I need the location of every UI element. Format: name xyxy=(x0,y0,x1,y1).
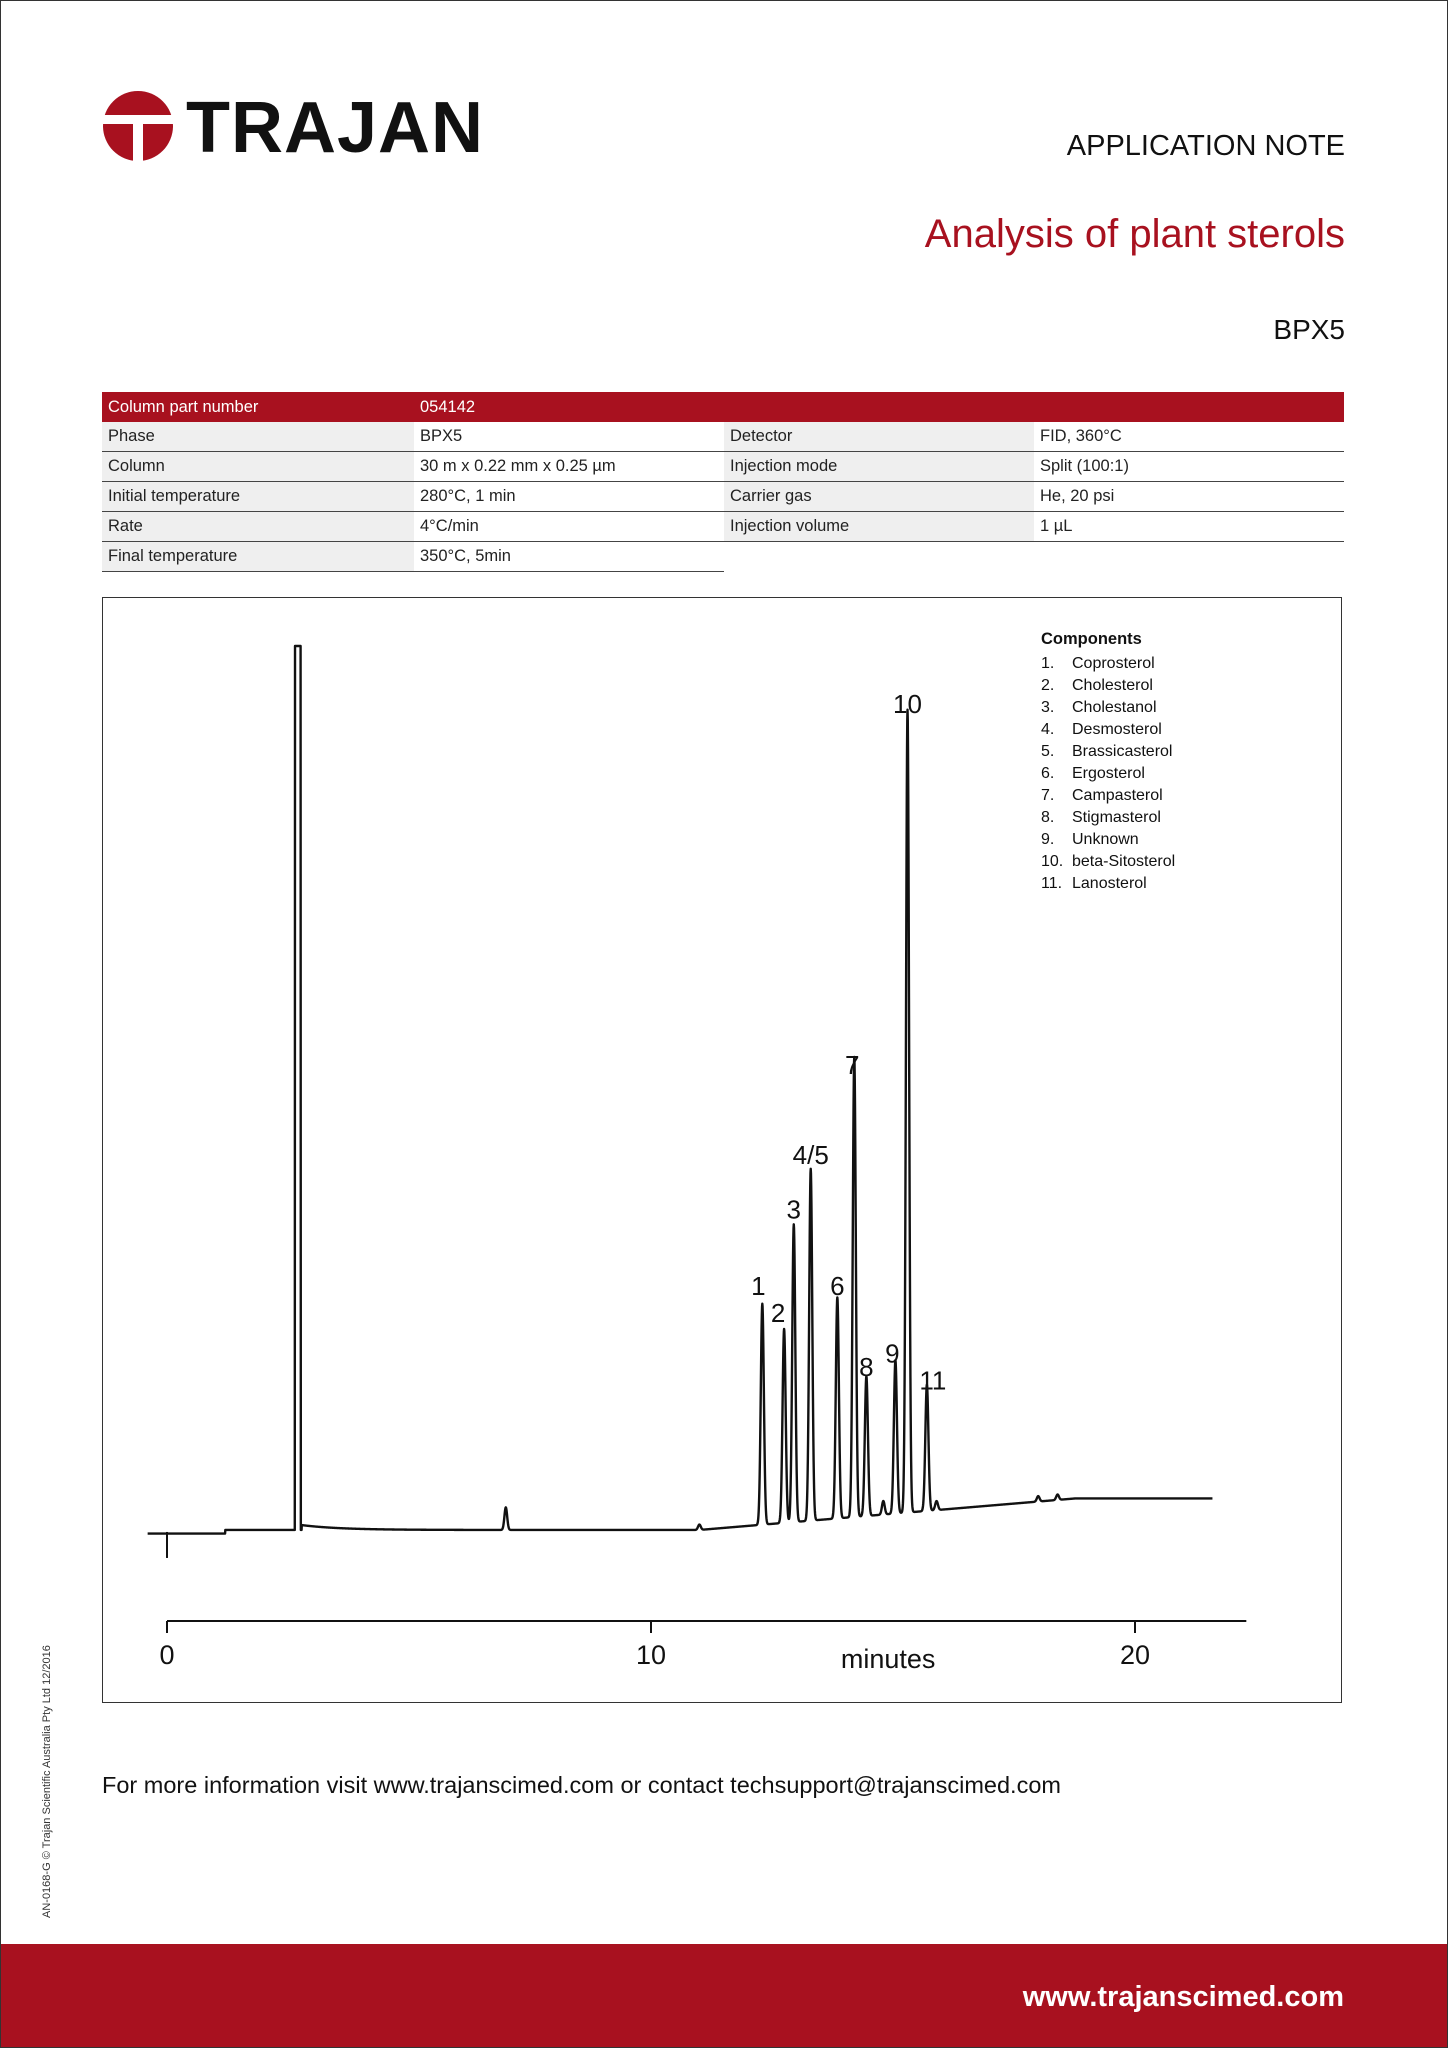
trajan-logo-mark-icon xyxy=(102,90,174,162)
legend-item-number: 1. xyxy=(1041,655,1055,672)
legend-item-name: beta-Sitosterol xyxy=(1072,853,1176,870)
legend-item xyxy=(1041,697,1175,719)
legend-item-number: 11. xyxy=(1041,875,1063,892)
x-axis-title: minutes xyxy=(840,1644,936,1674)
row-value: 30 m x 0.22 mm x 0.25 µm xyxy=(414,452,724,482)
document-code-note: AN-0168-G © Trajan Scientific Australia Pty Ltd 12/2016 xyxy=(41,1645,53,1918)
row-label: Initial temperature xyxy=(102,482,414,512)
peak-label: 1 xyxy=(751,1270,766,1301)
peak-label: 10 xyxy=(893,689,922,720)
legend-item-name: Cholesterol xyxy=(1072,677,1153,694)
part-number-label: Column part number xyxy=(102,392,414,422)
x-tick-label: 20 xyxy=(1119,1640,1151,1670)
legend-item xyxy=(1041,829,1175,851)
legend-item-number: 4. xyxy=(1041,721,1055,738)
row-label: Final temperature xyxy=(102,542,414,572)
table-row xyxy=(102,512,1344,542)
legend-item xyxy=(1041,741,1175,763)
row-label: Injection mode xyxy=(724,452,1034,482)
row-value: 1 µL xyxy=(1034,512,1344,542)
table-row xyxy=(102,422,1344,452)
table-row xyxy=(102,482,1344,512)
contact-line: For more information visit www.trajanscimed.com or contact techsupport@trajanscimed.com xyxy=(102,1772,1061,1798)
legend-item-number: 9. xyxy=(1041,831,1055,848)
table-row xyxy=(102,452,1344,482)
legend-item xyxy=(1041,851,1175,873)
legend-item xyxy=(1041,807,1175,829)
row-value: FID, 360°C xyxy=(1034,422,1344,452)
row-label: Detector xyxy=(724,422,1034,452)
components-legend xyxy=(1041,630,1175,895)
legend-item-name: Unknown xyxy=(1072,831,1139,848)
peak-label: 3 xyxy=(786,1194,802,1225)
page-title: Analysis of plant sterols xyxy=(924,212,1345,256)
legend-item-name: Brassicasterol xyxy=(1072,743,1173,760)
legend-item xyxy=(1041,763,1175,785)
trajan-logo xyxy=(102,86,485,176)
legend-item-number: 8. xyxy=(1041,809,1055,826)
legend-item-name: Coprosterol xyxy=(1072,655,1155,672)
part-number-value: 054142 xyxy=(414,392,1344,422)
x-tick-label: 0 xyxy=(159,1640,175,1670)
row-value: 4°C/min xyxy=(414,512,724,542)
legend-list xyxy=(1041,653,1175,895)
row-label: Rate xyxy=(102,512,414,542)
peak-label: 11 xyxy=(919,1365,947,1396)
table-header-row xyxy=(102,392,1344,422)
legend-item-number: 7. xyxy=(1041,787,1055,804)
legend-item-number: 6. xyxy=(1041,765,1055,782)
legend-item-number: 5. xyxy=(1041,743,1055,760)
x-tick-label: 10 xyxy=(635,1640,667,1670)
table-empty-cell xyxy=(724,542,1344,572)
row-label: Carrier gas xyxy=(724,482,1034,512)
legend-item xyxy=(1041,785,1175,807)
legend-item-name: Desmosterol xyxy=(1072,721,1162,738)
row-value: BPX5 xyxy=(414,422,724,452)
legend-item-name: Campasterol xyxy=(1072,787,1163,804)
footer-url: www.trajanscimed.com xyxy=(1022,1981,1344,2013)
legend-title: Components xyxy=(1041,630,1142,648)
brand-wordmark: TRAJAN xyxy=(186,88,485,168)
legend-item-number: 2. xyxy=(1041,677,1055,694)
method-conditions-table xyxy=(102,392,1344,572)
peak-label: 7 xyxy=(845,1049,860,1080)
document-type: APPLICATION NOTE xyxy=(1066,130,1345,162)
legend-item xyxy=(1041,653,1175,675)
peak-label: 6 xyxy=(830,1270,845,1301)
row-label: Column xyxy=(102,452,414,482)
legend-item xyxy=(1041,675,1175,697)
peak-label: 2 xyxy=(770,1298,786,1329)
row-value: Split (100:1) xyxy=(1034,452,1344,482)
legend-item xyxy=(1041,719,1175,741)
legend-item-name: Stigmasterol xyxy=(1072,809,1161,826)
legend-item-name: Cholestanol xyxy=(1072,699,1157,716)
row-value: 280°C, 1 min xyxy=(414,482,724,512)
peak-label: 9 xyxy=(885,1338,900,1369)
row-value: 350°C, 5min xyxy=(414,542,724,572)
legend-item-number: 3. xyxy=(1041,699,1055,716)
table-row xyxy=(102,542,1344,572)
legend-item xyxy=(1041,873,1175,895)
legend-item-name: Lanosterol xyxy=(1072,875,1147,892)
legend-item-name: Ergosterol xyxy=(1072,765,1145,782)
row-label: Injection volume xyxy=(724,512,1034,542)
legend-item-number: 10. xyxy=(1041,853,1064,870)
peak-label: 8 xyxy=(859,1352,874,1383)
row-value: He, 20 psi xyxy=(1034,482,1344,512)
phase-label: BPX5 xyxy=(1273,314,1345,345)
peak-label: 4/5 xyxy=(792,1140,829,1171)
row-label: Phase xyxy=(102,422,414,452)
